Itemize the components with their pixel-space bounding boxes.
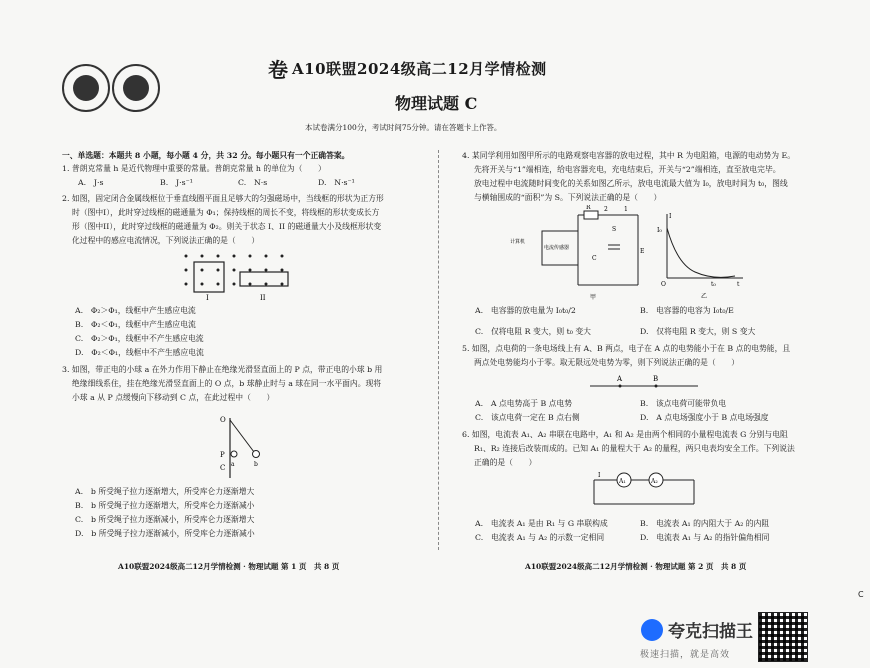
q4-stem-2: 先将开关与“1”端相连，给电容器充电，充电结束后，开关与“2”端相连，直至放电完毕。 (474, 165, 781, 174)
q3-option-a: A. b 所受绳子拉力逐渐增大，所受库仑力逐渐增大 (75, 487, 255, 496)
q1-stem: 1. 普朗克常量 h 是近代物理中重要的常量。普朗克常量 h 的单位为（ ） (62, 164, 326, 173)
q2-stem-2: 时（图中I），此时穿过线框的磁通量为 Φ₁；保持线框的周长不变，将线框的形状变成长方 (72, 208, 380, 217)
q3-option-c: C. b 所受绳子拉力逐渐减小，所受库仑力逐渐增大 (75, 515, 255, 524)
q4-figure-b (655, 210, 745, 300)
right-footer: A10联盟2024级高二12月学情检测 · 物理试题 第 2 页 共 8 页 (525, 562, 747, 571)
section-heading: 一、单选题：本题共 8 小题，每小题 4 分，共 32 分。每小题只有一个正确答案。 (62, 151, 350, 160)
q4-label-yi: 乙 (701, 293, 708, 300)
q5-option-d: D. A 点电场强度小于 B 点电场强度 (640, 413, 769, 422)
q1-option-b: B. J·s⁻¹ (160, 178, 193, 187)
q4-label-s: S (612, 226, 617, 233)
school-seal-right (112, 64, 160, 112)
left-footer: A10联盟2024级高二12月学情检测 · 物理试题 第 1 页 共 8 页 (118, 562, 340, 571)
q2-option-d: D. Φ₂＜Φ₁，线框中不产生感应电流 (75, 348, 204, 357)
q3-figure (210, 412, 270, 482)
q5-figure (590, 372, 700, 392)
q2-fig-label-ii: II (260, 294, 266, 302)
q2-option-a: A. Φ₂＞Φ₁，线框中产生感应电流 (75, 306, 196, 315)
q4-label-e: E (640, 248, 645, 255)
q4-option-a: A. 电容器的放电量为 I₀t₀/2 (475, 306, 576, 315)
q2-option-c: C. Φ₂＞Φ₁，线框中不产生感应电流 (75, 334, 204, 343)
scanner-logo-icon (641, 619, 663, 641)
q4-label-1: 1 (624, 206, 628, 213)
exam-subtitle: 物理试题 C (395, 94, 478, 113)
q4-option-d: D. 仅将电阻 R 变大，则 S 变大 (640, 327, 756, 336)
q5-label-b: B (653, 375, 659, 383)
q4-label-o: O (661, 281, 666, 288)
column-divider (438, 150, 439, 550)
q6-option-b: B. 电流表 A₁ 的内阻大于 A₂ 的内阻 (640, 519, 770, 528)
q1-option-a: A. J·s (78, 178, 104, 187)
q4-label-2: 2 (604, 206, 608, 213)
q5-stem-1: 5. 如图，点电荷的一条电场线上有 A、B 两点，电子在 A 点的电势能小于在 B 点的电势能，且 (462, 344, 791, 353)
q6-figure (590, 470, 700, 510)
q4-label-t0: t₀ (711, 281, 716, 288)
q5-option-a: A. A 点电势高于 B 点电势 (475, 399, 573, 408)
q4-stem-1: 4. 某同学利用如图甲所示的电路观察电容器的放电过程，其中 R 为电阻箱，电源的电动势为 E。 (462, 151, 795, 160)
edge-mark: C (858, 590, 864, 599)
qr-code-icon (758, 612, 808, 662)
q6-label-i: I (598, 472, 601, 479)
q4-stem-3: 放电过程中电流随时间变化的关系如图乙所示，放电电流最大值为 I₀，放电时间为 t₀，图线 (474, 179, 788, 188)
q6-option-c: C. 电流表 A₁ 与 A₂ 的示数一定相同 (475, 533, 605, 542)
q3-stem-2: 绝缘细线系住，挂在绝缘光滑竖直面上的 O 点，b 球静止时与 a 球在同一水平面内。现将 (72, 379, 382, 388)
q6-label-a2: A₂ (651, 478, 658, 485)
q4-stem-4: 与横轴围成的“面积”为 S。下列说法正确的是（ ） (474, 193, 662, 202)
q2-stem-3: 形（图中II），此时穿过线框的磁通量为 Φ₂。则关于状态 I、II 的磁通量大小及线框形状变 (72, 222, 382, 231)
q5-option-b: B. 该点电荷可能带负电 (640, 399, 727, 408)
q4-label-i0: I₀ (657, 227, 662, 234)
q4-label-i: I (669, 213, 672, 220)
q4-label-sensor: 电流传感器 (544, 245, 570, 251)
q2-option-b: B. Φ₂＜Φ₁，线框中产生感应电流 (75, 320, 196, 329)
q1-option-d: D. N·s⁻¹ (318, 178, 355, 187)
q5-stem-2: 两点处电势能均小于零。取无限远处电势为零，则下列说法正确的是（ ） (474, 358, 740, 367)
q5-label-a: A (617, 375, 623, 383)
q4-label-c: C (592, 255, 597, 262)
q3-option-d: D. b 所受绳子拉力逐渐减小，所受库仑力逐渐减小 (75, 529, 255, 538)
q6-label-a1: A₁ (619, 478, 626, 485)
school-seal-left (62, 64, 110, 112)
scanner-brand-name: 夸克扫描王 (668, 622, 753, 642)
q3-stem-3: 小球 a 从 P 点缓慢向下移动到 C 点，在此过程中（ ） (72, 393, 275, 402)
q6-stem-3: 正确的是（ ） (474, 458, 537, 467)
q3-label-b: b (254, 461, 258, 468)
q6-option-a: A. 电流表 A₁ 是由 R₁ 与 G 串联构成 (475, 519, 608, 528)
q4-label-r: R (586, 205, 591, 211)
brand-mark: 卷 (268, 58, 288, 82)
q6-stem-2: R₁、R₂ 连接后改装而成的。已知 A₁ 的量程大于 A₂ 的量程，两只电表均安全工作。下列说法 (474, 444, 795, 453)
scanner-slogan: 极速扫描，就是高效 (640, 650, 731, 660)
exam-note: 本试卷满分100分，考试时间75分钟。请在答题卡上作答。 (305, 123, 502, 132)
q4-label-jia: 甲 (590, 294, 597, 300)
q4-option-b: B. 电容器的电容为 I₀t₀/E (640, 306, 734, 315)
q2-stem-4: 化过程中的感应电流情况，下列说法正确的是（ ） (72, 236, 260, 245)
q2-stem-1: 2. 如图，固定闭合金属线框位于垂直线圈平面且足够大的匀强磁场中，当线框的形状为正方形 (62, 194, 384, 203)
q5-option-c: C. 该点电荷一定在 B 点右侧 (475, 413, 580, 422)
q4-label-t: t (737, 281, 740, 288)
q3-stem-1: 3. 如图，带正电的小球 a 在外力作用下静止在绝缘光滑竖直面上的 P 点，带正电的小球 b 用 (62, 365, 383, 374)
q1-option-c: C. N·s (238, 178, 268, 187)
q6-option-d: D. 电流表 A₁ 与 A₂ 的指针偏角相同 (640, 533, 770, 542)
q4-label-computer: 计算机 (510, 239, 526, 245)
exam-title: A10联盟2024级高二12月学情检测 (292, 60, 547, 78)
q2-figure (180, 250, 300, 302)
q3-label-p: P (220, 451, 225, 459)
q4-option-c: C. 仅将电阻 R 变大，则 t₀ 变大 (475, 327, 591, 336)
q3-label-c: C (220, 464, 226, 472)
q3-label-a: a (231, 461, 235, 468)
q3-label-o: O (220, 416, 226, 424)
q6-stem-1: 6. 如图，电流表 A₁、A₂ 串联在电路中，A₁ 和 A₂ 是由两个相同的小量程电流表 G 分别与电阻 (462, 430, 788, 439)
q4-figure-a (510, 205, 650, 300)
q2-fig-label-i: I (206, 294, 209, 302)
q3-option-b: B. b 所受绳子拉力逐渐增大，所受库仑力逐渐减小 (75, 501, 255, 510)
